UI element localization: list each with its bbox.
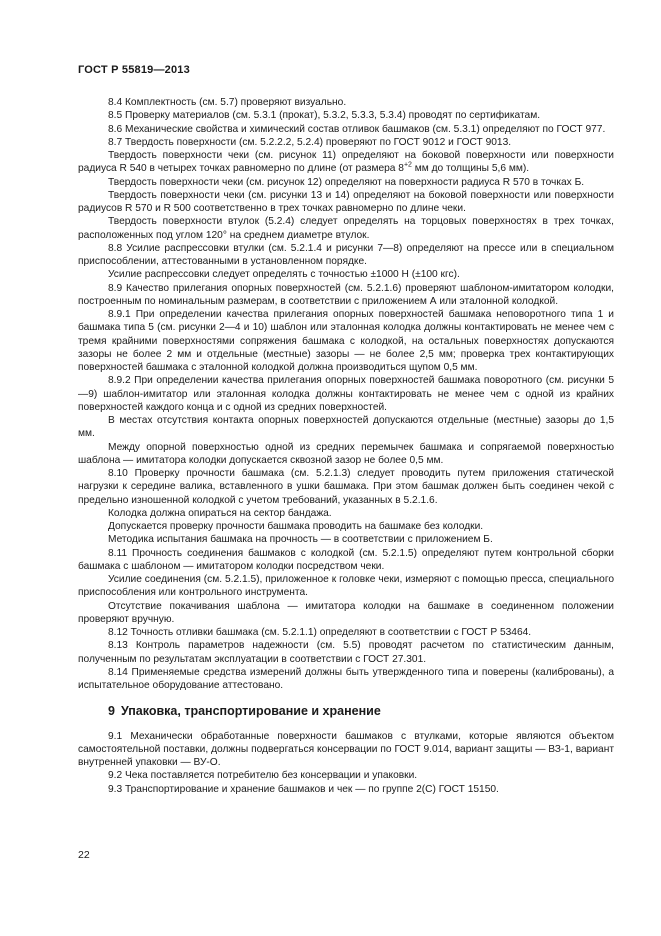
paragraph: Твердость поверхности втулок (5.2.4) следует определять на торцовых поверхностях в трех точках, расположенных под углом 120° на среднем диаметре втулок. (78, 216, 614, 241)
paragraph: В местах отсутствия контакта опорных поверхностей допускаются отдельные (местные) зазоры до 1,5 мм. (78, 415, 614, 440)
paragraph: 8.9 Качество прилегания опорных поверхностей (см. 5.2.1.6) проверяют шаблоном-имитатором колодки, построенным по номинальным размерам, в соответствии с приложением А или эталонной колодкой. (78, 282, 614, 307)
document-header: ГОСТ Р 55819—2013 (78, 64, 190, 76)
paragraph: 9.1 Механически обработанные поверхности башмаков с втулками, которые являются объектом самостоятельной поставки, должны подвергаться консервации по ГОСТ 9.014, вариант защиты — ВЗ-1, вариант внутренней упаковки — ВУ-О. (78, 730, 614, 768)
section-heading (78, 705, 614, 718)
section-number: 9 (108, 704, 115, 719)
paragraph-text: мм до толщины 5,6 мм). (411, 163, 530, 175)
paragraph: 8.6 Механические свойства и химический состав отливок башмаков (см. 5.3.1) определяют по ГОСТ 977. (108, 123, 606, 135)
page-number: 22 (78, 849, 90, 861)
paragraph: 8.12 Точность отливки башмака (см. 5.2.1.1) определяют в соответствии с ГОСТ Р 53464. (108, 627, 532, 638)
paragraph: Твердость поверхности чеки (см. рисунок 12) определяют на поверхности радиуса R 570 в точках Б. (108, 176, 585, 188)
paragraph: 9.2 Чека поставляется потребителю без консервации и упаковки. (108, 770, 418, 782)
paragraph-text: Твердость поверхности чеки (см. рисунок 11) определяют на боковой поверхности или поверхности радиуса R 540 в четырех точках равномерно по длине (от размера 8 (78, 150, 614, 175)
paragraph: 8.5 Проверку материалов (см. 5.3.1 (прокат), 5.3.2, 5.3.3, 5.3.4) проводят по сертификатам. (108, 110, 541, 122)
superscript: +2 (403, 161, 412, 169)
paragraph: 8.10 Проверку прочности башмака (см. 5.2.1.3) следует проводить путем приложения статической нагрузки к середине валика, вставленного в ушки башмака. При этом башмак должен быть соединен чекой с предельно изношенной колодкой с учетом требований, указанных в 5.2.1.6. (78, 468, 614, 506)
paragraph: Допускается проверку прочности башмака проводить на башмаке без колодки. (108, 521, 484, 532)
paragraph: 8.14 Применяемые средства измерений должны быть утвержденного типа и поверены (калиброваны), а испытательное оборудование аттестовано. (78, 666, 614, 691)
paragraph: Колодка должна опираться на сектор бандажа. (108, 507, 332, 519)
paragraph: 8.8 Усилие распрессовки втулки (см. 5.2.1.4 и рисунки 7—8) определяют на прессе или в специальном приспособлении, аттестованными в установленном порядке. (78, 242, 614, 267)
paragraph: 8.9.2 При определении качества прилегания опорных поверхностей башмака поворотного (см. рисунки 5—9) шаблон-имитатор или эталонная колодка должны контактировать не менее чем с одной из крайних поверхностей каждого конца и с одной из средних поверхностей. (78, 375, 614, 413)
paragraph: 8.9.1 При определении качества прилегания опорных поверхностей башмака неповоротного типа 1 и башмака типа 5 (см. рисунки 2—4 и 10) шаблон или эталонная колодка должны контактировать не менее чем с тремя крайними поверхностями сопряжения башмака с колодкой, на остальных поверхностях допускаются зазоры не более 2 мм и отдельные (местные) зазоры — не более 2,5 мм; проверка трех контактирующих поверхностей башмака с эталонной колодкой должна производиться щупом 0,5 мм. (78, 309, 614, 373)
section-title: Упаковка, транспортирование и хранение (120, 704, 381, 719)
paragraph: Методика испытания башмака на прочность — в соответствии с приложением Б. (108, 534, 493, 546)
paragraph: Отсутствие покачивания шаблона — имитатора колодки на башмаке в соединенном положении проверяют вручную. (78, 600, 614, 625)
paragraph: 8.4 Комплектность (см. 5.7) проверяют визуально. (108, 97, 347, 108)
paragraph (78, 149, 614, 176)
paragraph: Усилие распрессовки следует определять с точностью ±1000 Н (±100 кгс). (108, 269, 460, 281)
paragraph: 8.11 Прочность соединения башмаков с колодкой (см. 5.2.1.5) определяют путем контрольной сборки башмака с шаблоном — имитатором колодки посредством чеки. (78, 547, 614, 572)
document-body (78, 96, 614, 796)
paragraph: 8.7 Твердость поверхности (см. 5.2.2.2, 5.2.4) проверяют по ГОСТ 9012 и ГОСТ 9013. (108, 136, 512, 148)
paragraph: Усилие соединения (см. 5.2.1.5), приложенное к головке чеки, измеряют с помощью пресса, специального приспособления или контрольного инструмента. (78, 574, 614, 599)
paragraph: Между опорной поверхностью одной из средних перемычек башмака и сопрягаемой поверхностью шаблона — имитатора колодки допускается сквозной зазор не более 0,5 мм. (78, 441, 614, 466)
paragraph: Твердость поверхности чеки (см. рисунки 13 и 14) определяют на боковой поверхности или поверхности радиусов R 570 и R 500 соответственно в трех точках равномерно по длине чеки. (78, 189, 614, 214)
paragraph: 9.3 Транспортирование и хранение башмаков и чек — по группе 2(С) ГОСТ 15150. (108, 783, 499, 795)
paragraph: 8.13 Контроль параметров надежности (см. 5.5) проводят расчетом по статистическим данным, полученным по результатам эксплуатации в соответствии с ГОСТ 27.301. (78, 640, 614, 665)
